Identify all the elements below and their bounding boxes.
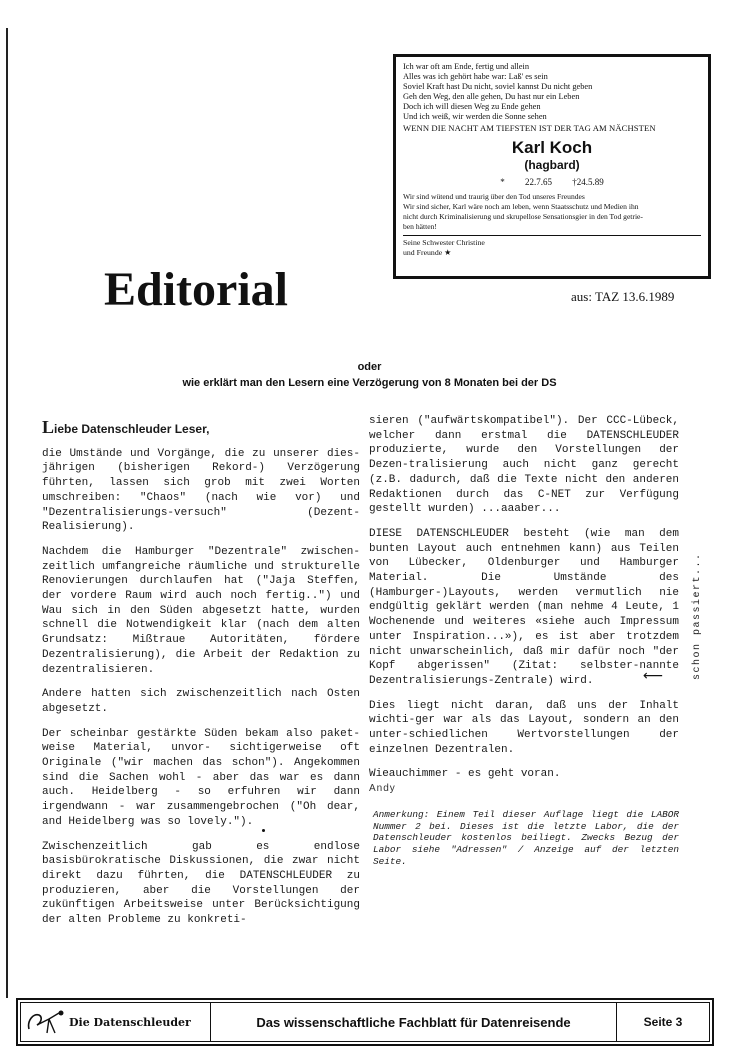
- paragraph: Dies liegt nicht daran, daß uns der Inhalt wichti-ger war als das Layout, sondern an den unter-schiedlichen Wertvorstellungen der einzelnen Dezentralen.: [369, 699, 679, 756]
- article-right-column: [369, 414, 679, 868]
- footer-tagline: Das wissenschaftliche Fachblatt für Datenreisende: [211, 1003, 617, 1041]
- editorial-note: Anmerkung: Einem Teil dieser Auflage liegt die LABOR Nummer 2 bei. Dieses ist die letzte Labor, die der Datenschleuder kostenlos beiliegt. Zwecks Bezug der Labor siehe "Adressen" / Anzeige auf der letzten Seite.: [373, 808, 679, 868]
- paragraph: Nachdem die Hamburger "Dezentrale" zwischen-zeitlich umfangreiche räumliche und strukturelle Renovierungen durchlaufen hat ("Jaja Steffen, der vordere Raum wird auch noch fertig..") und Wau sich in den Süden abgesetzt hatte, wurden schnell die Notwendigkeit klar (nach dem alten Grundsatz: Mißtraue Autoritäten, fördere Dezentralisierung), die Arbeit der Redaktion zu dezentralisieren.: [42, 545, 360, 676]
- obituary-signature: [403, 238, 701, 258]
- margin-annotation: schon passiert...: [692, 552, 703, 680]
- subtitle-connector: oder: [357, 361, 382, 373]
- greeting: Liebe Datenschleuder Leser,: [42, 417, 210, 437]
- article-left-column: [42, 417, 360, 928]
- poem-line: Alles was ich gehört habe war: Laß' es sein: [403, 72, 548, 82]
- signature-line: Seine Schwester Christine: [403, 238, 485, 248]
- poem-line: Soviel Kraft hast Du nicht, soviel kannst Du nicht geben: [403, 82, 593, 92]
- author-signature: Andy: [369, 783, 396, 795]
- star-icon: ★: [444, 248, 452, 258]
- mourning-line: ben hätten!: [403, 221, 437, 231]
- paragraph: die Umstände und Vorgänge, die zu unserer dies-jährigen (bisherigen Rekord-) Verzögerung führten, lassen sich grob mit zwei Worten umschreiben: "Chaos" (nach wie vor) und "Dezentralisierungs-versuch" (Dezent-Realisierung).: [42, 447, 360, 534]
- poem-line: Und ich weiß, wir werden die Sonne sehen: [403, 112, 547, 122]
- obituary-notice: [393, 54, 711, 279]
- signature-line: und Freunde ★: [403, 248, 452, 258]
- arrow-icon: ⟵: [643, 668, 664, 684]
- obituary-nickname: (hagbard): [524, 157, 580, 172]
- obituary-dates: [403, 176, 701, 189]
- drop-initial: L: [42, 417, 55, 437]
- mourning-text: [403, 192, 701, 232]
- paragraph: DIESE DATENSCHLEUDER besteht (wie man dem bunten Layout auch entnehmen kann) aus Teilen von Lübecker, Oldenburger und Hamburger Material. Die Umstände des (Hamburger-)Layouts, werden vermutlich nie endgültig geklärt werden (man nehme 4 Leute, 1 Wochenende und weiteres «siehe auch Impressum unter Inspiration...»), es ist aber trotzdem nicht unwarscheinlich, daß mir dafür noch "der Kopf abgerissen" (Zitat: selbster-nannte Dezentralisierungs-Zentrale) wird.: [369, 527, 679, 687]
- poem-line: Ich war oft am Ende, fertig und allein: [403, 62, 530, 71]
- slingshot-logo-icon: [25, 1009, 67, 1035]
- paragraph: Andere hatten sich zwischenzeitlich nach Osten abgesetzt.: [42, 688, 360, 715]
- poem-line: Doch ich will diesen Weg zu Ende gehen: [403, 102, 541, 112]
- paragraph: sieren ("aufwärtskompatibel"). Der CCC-Lübeck, welcher dann erstmal die DATENSCHLEUDER produzierte, wurde den Vorstellungen der Dezen-tralisierung auch nicht ganz gerecht (z.B. dadurch, daß die Texte nicht den anderen Redaktionen durch das C-NET zur Verfügung gestellt wurden) ...aaaber...: [369, 415, 679, 516]
- source-citation: aus: TAZ 13.6.1989: [571, 289, 675, 304]
- ink-dot: [262, 829, 265, 832]
- obituary-name: Karl Koch: [511, 137, 593, 157]
- paragraph: Der scheinbar gestärkte Süden bekam also paket-weise Material, unvor- sichtigerweise oft Originale ("wir machen das schon"). Angekommen sind die Sachen wohl - aber das war es dann auch. Heidelberg - so erfuhren wir dann irgendwann - war zusammengebrochen ("Oh dear, and Heidelberg was so lovely.").: [42, 727, 360, 828]
- death-date: †24.5.89: [572, 176, 604, 187]
- obituary-divider: [403, 235, 701, 236]
- obituary-motto: WENN DIE NACHT AM TIEFSTEN IST DER TAG AM NÄCHSTEN: [403, 122, 656, 133]
- subtitle: wie erklärt man den Lesern eine Verzögerung von 8 Monaten bei der DS: [182, 377, 557, 389]
- birth-date: * 22.7.65: [500, 176, 552, 187]
- poem-line: Geh den Weg, den alle gehen, Du hast nur ein Leben: [403, 92, 580, 102]
- left-margin-rule: [6, 28, 8, 998]
- masthead-title: Die Datenschleuder: [69, 1015, 191, 1029]
- mourning-line: Wir sind sicher, Karl wäre noch am leben, wenn Staatsschutz und Medien ihn: [403, 201, 639, 211]
- paragraph: Zwischenzeitlich gab es endlose basisbürokratische Diskussionen, die zwar nicht direkt dazu führten, die DATENSCHLEUDER zu produzieren, aber die Vorstellungen der zukünftigen Arbeitsweise unter Berücksichtigung der alten Probleme zu konkreti-: [42, 840, 360, 927]
- mourning-line: Wir sind wütend und traurig über den Tod unseres Freundes: [403, 191, 585, 201]
- paragraph: Wieauchimmer - es geht voran.: [369, 768, 561, 781]
- mourning-line: nicht durch Kriminalisierung und skrupellose Sensationsgier in den Tod getrie-: [403, 211, 643, 221]
- page-number: Seite 3: [643, 1015, 683, 1029]
- masthead: [21, 1003, 211, 1041]
- page-title: Editorial: [104, 263, 289, 316]
- page-footer: [16, 998, 714, 1046]
